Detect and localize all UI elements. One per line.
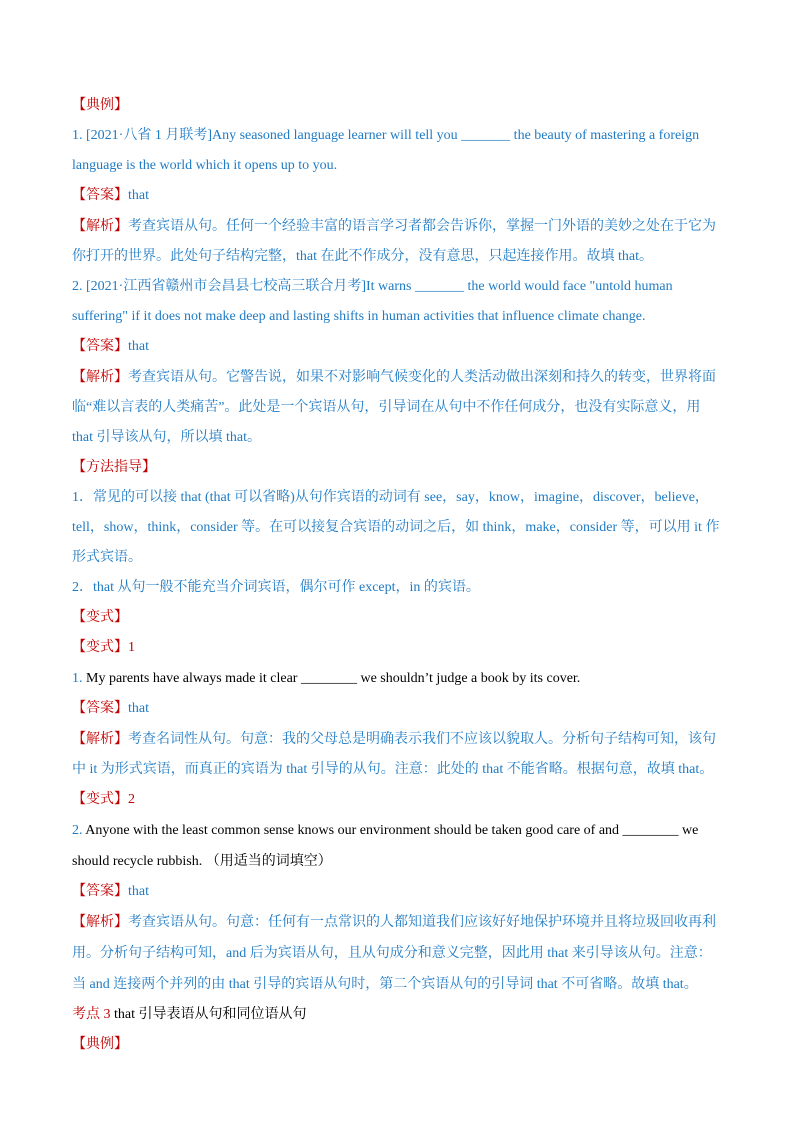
answer-value: that — [128, 701, 149, 716]
answer-row-4 — [72, 877, 728, 907]
question-number: 2. — [72, 823, 83, 838]
variant-1-question — [72, 663, 728, 694]
analysis-label: 【解析】 — [72, 915, 128, 930]
answer-label: 【答案】 — [72, 188, 128, 203]
analysis-4-line-3: 当 and 连接两个并列的由 that 引导的宾语从句时，第二个宾语从句的引导词 that 不可省略。故填 that。 — [72, 977, 698, 992]
variant-1-heading — [72, 633, 728, 663]
method-line-4: 2．that 从句一般不能充当介词宾语，偶尔可作 except，in 的宾语。 — [72, 580, 480, 595]
analysis-text: 考查宾语从句。任何一个经验丰富的语言学习者都会告诉你，掌握一门外语的美妙之处在于它为 — [128, 219, 716, 234]
topic-number: 考点 3 — [72, 1007, 111, 1022]
analysis-3-line-1 — [72, 724, 728, 755]
question-text: Anyone with the least common sense knows our environment should be taken good care of and ________ we — [85, 823, 699, 838]
method-line-2: tell，show，think，consider 等。在可以接复合宾语的动词之后，如 think，make，consider 等，可以用 it 作 — [72, 520, 720, 535]
answer-label: 【答案】 — [72, 339, 128, 354]
variant-2-heading — [72, 785, 728, 815]
question-1-line-2: language is the world which it opens up to you. — [72, 158, 338, 173]
analysis-2-line-3: that 引导该从句，所以填 that。 — [72, 430, 261, 445]
topic-title: that 引导表语从句和同位语从句 — [114, 1007, 307, 1022]
answer-row-2 — [72, 332, 728, 362]
analysis-4-line-1 — [72, 907, 728, 938]
question-2-line-2: suffering" if it does not make deep and lasting shifts in human activities that influence climate change. — [72, 309, 646, 324]
analysis-2-line-1 — [72, 362, 728, 393]
question-1-line-1: 1. [2021·八省 1 月联考]Any seasoned language learner will tell you _______ the beauty of mastering a foreign — [72, 128, 700, 143]
section-heading-method: 【方法指导】 — [72, 460, 156, 475]
analysis-text: 考查宾语从句。句意：任何有一点常识的人都知道我们应该好好地保护环境并且将垃圾回收再利 — [128, 915, 716, 930]
answer-value: that — [128, 339, 149, 354]
analysis-1-line-2: 你打开的世界。此处句子结构完整，that 在此不作成分，没有意思，只起连接作用。故填 that。 — [72, 249, 653, 264]
answer-row-1 — [72, 181, 728, 211]
analysis-label: 【解析】 — [72, 219, 128, 234]
section-heading-example: 【典例】 — [72, 98, 128, 113]
answer-label: 【答案】 — [72, 884, 128, 899]
answer-value: that — [128, 884, 149, 899]
analysis-1-line-1 — [72, 211, 728, 242]
variant-2-question-line-1 — [72, 815, 728, 846]
method-line-1: 1．常见的可以接 that (that 可以省略)从句作宾语的动词有 see，say，know，imagine，discover，believe， — [72, 490, 709, 505]
analysis-text: 考查名词性从句。句意：我的父母总是明确表示我们不应该以貌取人。分析句子结构可知，该句 — [128, 732, 716, 747]
document-content — [72, 91, 728, 1060]
analysis-label: 【解析】 — [72, 370, 128, 385]
variant-label: 【变式】 — [72, 792, 128, 807]
analysis-text: 考查宾语从句。它警告说，如果不对影响气候变化的人类活动做出深刻和持久的转变，世界将面 — [128, 370, 716, 385]
variant-2-question-line-2: should recycle rubbish. （用适当的词填空） — [72, 854, 332, 869]
question-text: My parents have always made it clear ________ we shouldn’t judge a book by its cover. — [86, 671, 581, 686]
variant-number: 1 — [128, 640, 135, 655]
analysis-4-line-2: 用。分析句子结构可知，and 后为宾语从句，且从句成分和意义完整，因此用 that 来引导该从句。注意： — [72, 946, 712, 961]
variant-number: 2 — [128, 792, 135, 807]
variant-label: 【变式】 — [72, 640, 128, 655]
answer-row-3 — [72, 694, 728, 724]
method-line-3: 形式宾语。 — [72, 550, 142, 565]
analysis-label: 【解析】 — [72, 732, 128, 747]
answer-value: that — [128, 188, 149, 203]
question-2-line-1: 2. [2021·江西省赣州市会昌县七校高三联合月考]It warns _______ the world would face "untold human — [72, 279, 673, 294]
question-number: 1. — [72, 671, 83, 686]
analysis-2-line-2: 临“难以言表的人类痛苦”。此处是一个宾语从句，引导词在从句中不作任何成分，也没有实际意义，用 — [72, 400, 701, 415]
answer-label: 【答案】 — [72, 701, 128, 716]
section-heading-example-2: 【典例】 — [72, 1037, 128, 1052]
analysis-3-line-2: 中 it 为形式宾语，而真正的宾语为 that 引导的从句。注意：此处的 that 不能省略。根据句意，故填 that。 — [72, 762, 714, 777]
section-heading-variant: 【变式】 — [72, 610, 128, 625]
topic-heading-3 — [72, 1000, 728, 1030]
